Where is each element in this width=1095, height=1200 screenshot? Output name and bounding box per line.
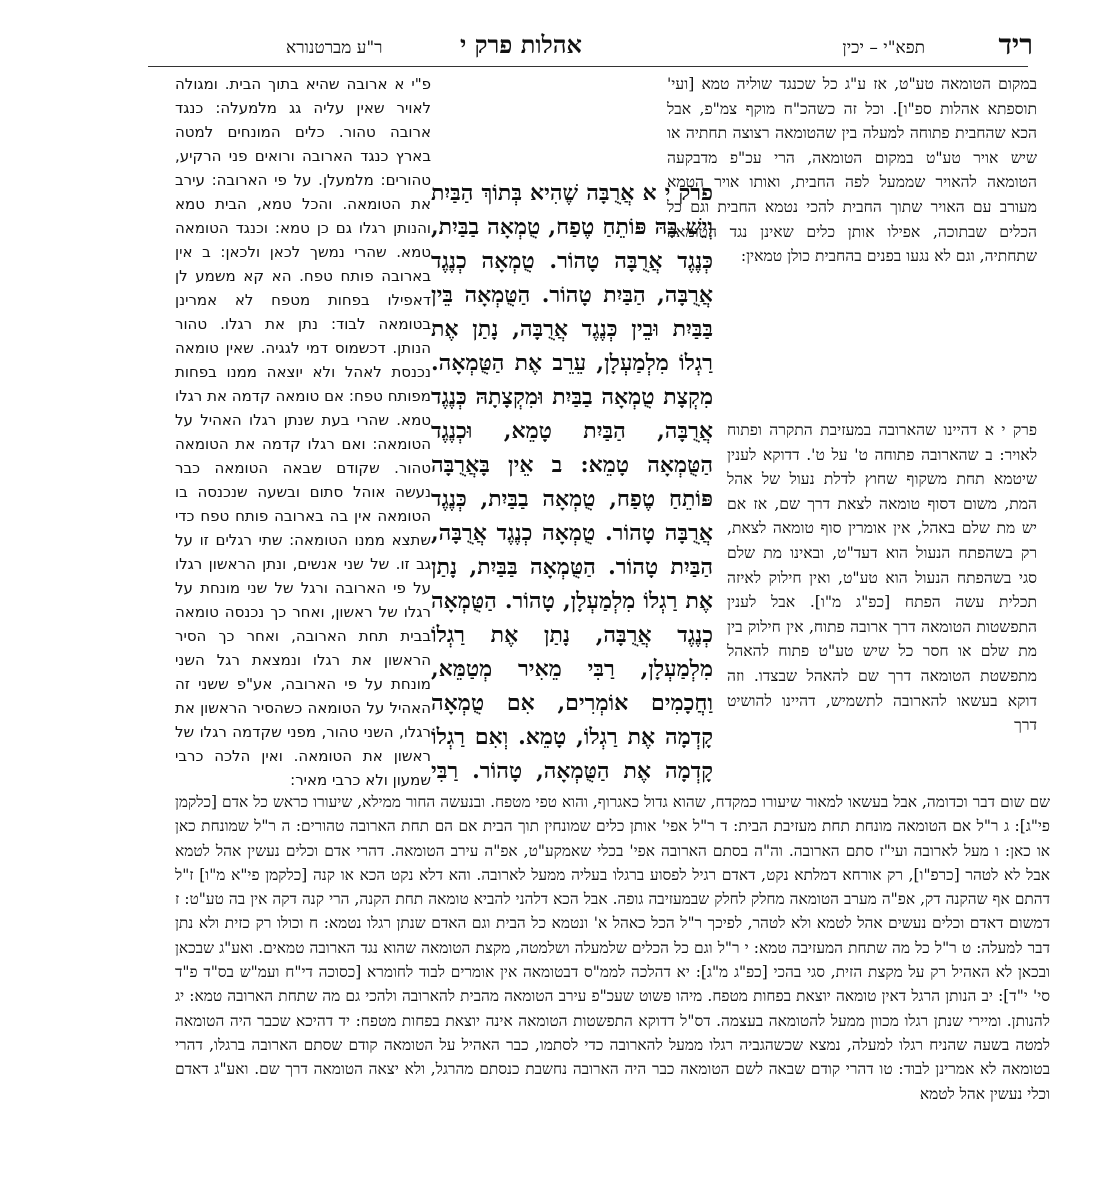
page-number: ריד bbox=[998, 28, 1033, 61]
mishna-column bbox=[431, 176, 713, 784]
bartenura-column bbox=[175, 72, 431, 792]
bottom-commentary-text: שם שום דבר וכדומה, אבל בעשאו למאור שיעורו כמקדח, שהוא גדול כאגרוף, והוא טפי מטפח. ובנעשה החור ממילא, שיעורו כראש כל אדם [כלקמן פי"ג]: ג ר"ל אם הטומאה מונחת תחת מעזיבת הבית: ד ר"ל אפי' אותן כלים שמונחין תוך הבית אם הם תחת הארובה טהורים: ה ר"ל שמונחת כאן או כאן: ו מעל לארובה ועי"ז סתם הארובה. וה"ה בסתם הארובה אפי' בכלי שאמקע"ט, אפ"ה עירב הטומאה. דהרי אדם וכלים נעשין אהל לטמא אבל לא לטהר [כרפ"ו], רק אורחא דמלתא נקט, דאדם רגיל לפסוע ברגלו בעליה ממעל לארובה. והא דלא נקט הכא או קנה [כלקמן פי"א מ"ו] ז"ל דהתם אף שהקנה דק, אפ"ה מערב הטומאה מחלק לחלק שבמעזיבה גופה. אבל הכא דלהני להביא טומאה תחת הקנה, הרי קנה דקה אין בה טע"ט: ז דמשום דאדם וכלים נעשים אהל לטמא ולא לטהר, לפיכך ר"ל הכל כאהל א' ונטמא כל הבית וגם האדם שנתן רגלו נטמא: ח וכולו רק כזית ולא נתן דבר למעלה: ט ר"ל כל מה שתחת המעזיבה טמא: י ר"ל וגם כל הכלים שלמעלה ושלמטה, מקצת הטומאה שהוא נגד הארובה טמאים. ואע"ג שבכאן ובכאן לא האהיל רק על מקצת הזית, סגי בהכי [כפ"ג מ"ג]: יא דהלכה לממ"ס דבטומאה אין אומרים לבוד לחומרא [כסוכה די"ח ועמ"ש בס"ד פ"ד סי' י"ד]: יב הנותן הרגל דאין טומאה יוצאת בפחות מטפח. מיהו פשוט שעכ"פ עירב הטומאה מהבית להארובה ולהכי גם מה שתחת הארובה טמא: יג להנותן. ומיירי שנתן רגלו מכוון ממעל להטומאה בעצמה. דס"ל דדוקא התפשטות הטומאה אינה יוצאת בפחות מטפח: יד דהיכא שכבר היה הטומאה למטה בשעה שהניח רגלו למעלה, נמצא שכשהגביה רגלו ממעל להארובה כדי לסתמו, כבר האהיל על הטומאה קודם שסתם הארובה ברגלו, דהרי בטומאה לא אמרינן לבוד: טו דהרי קודם שבאה לשם הטומאה כבר היה הארובה נחשבת כנסתם מהרגל, ולא יצאה הטומאה דרך שם. ואע"ג דאדם וכלי נעשין אהל לטמא bbox=[175, 793, 1050, 1103]
tiferet-main-column bbox=[727, 418, 1037, 798]
mishna-text: פרק י א אֲרֻבָּה שֶׁהִיא בְּתוֹךְ הַבַּיִת וְיֵשׁ בָּהּ פּוֹתֵחַ טֶפַח, טֻמְאָה בַבַּיִת, כְּנֶגֶד אֲרֻבָּה טָהוֹר. טֻמְאָה כְנֶגֶד אֲרֻבָּה, הַבַּיִת טָהוֹר. הַטֻּמְאָה בֵּין בַּבַּיִת וּבֵין כְּנֶגֶד אֲרֻבָּה, נָתַן אֶת רַגְלוֹ מִלְמַעְלָן, עֵרֵב אֶת הַטֻּמְאָה. מִקְצָת טֻמְאָה בַבַּיִת וּמִקְצָתָהּ כְּנֶגֶד אֲרֻבָּה, הַבַּיִת טָמֵא, וּכְנֶגֶד הַטֻּמְאָה טָמֵא: ב אֵין בָּאֲרֻבָּה פּוֹתֵחַ טֶפַח, טֻמְאָה בַבַּיִת, כְּנֶגֶד אֲרֻבָּה טָהוֹר. טֻמְאָה כְנֶגֶד אֲרֻבָּה, הַבַּיִת טָהוֹר. הַטֻּמְאָה בַּבַּיִת, נָתַן אֶת רַגְלוֹ מִלְמַעְלָן, טָהוֹר. הַטֻּמְאָה כְנֶגֶד אֲרֻבָּה, נָתַן אֶת רַגְלוֹ מִלְמַעְלָן, רַבִּי מֵאִיר מְטַמֵּא, וַחֲכָמִים אוֹמְרִים, אִם טֻמְאָה קָדְמָה אֶת רַגְלוֹ, טָמֵא. וְאִם רַגְלוֹ קָדְמָה אֶת הַטֻּמְאָה, טָהוֹר. רַבִּי bbox=[431, 180, 713, 784]
running-head-title: אהלות פרק י bbox=[460, 30, 582, 59]
running-head-bartenura: ר"ע מברטנורא bbox=[286, 38, 383, 58]
running-head-commentary: תפא"י – יכין bbox=[842, 38, 925, 58]
tiferet-main-text: פרק י א דהיינו שהארובה במעזיבת התקרה ופתוח לאויר: ב שהארובה פתוחה ט' על ט'. דדוקא לענין שיטמא תחת משקוף שחוץ לדלת נעול של אהל המת, משום דסוף טומאה לצאת דרך שם, אז אם יש מת שלם באהל, אין אומרין סוף טומאה לצאת, רק בשהפתח הנעול הוא דעד"ט, ובאינו מת שלם סגי בשהפתח הנעול הוא טע"ט, ואין חילוק לאיזה תכלית עשה הפתח [כפ"ג מ"ו]. אבל לענין התפשטות הטומאה דרך ארובה פתוח, אין חילוק בין מת שלם או חסר כל שיש טע"ט פתוח להאהל מתפשטת הטומאה דרך שם להאהל שבצדו. וזה דוקא בעשאו להארובה לתשמיש, דהיינו להושיט דרך bbox=[727, 421, 1037, 735]
bottom-commentary bbox=[175, 790, 1050, 1195]
header-rule bbox=[148, 66, 1028, 67]
tiferet-top-column bbox=[667, 72, 1037, 417]
bartenura-text: פ"י א ארובה שהיא בתוך הבית. ומגולה לאויר שאין עליה גג מלמעלה: כנגד ארובה טהור. כלים המונחים למטה בארץ כנגד הארובה ורואים פני הרקיע, טהורים: מלמעלן. על פי הארובה: עירב את הטומאה. והכל טמא, הבית טמא והנותן רגלו גם כן טמא: וכנגד הטומאה טמא. שהרי נמשך לכאן ולכאן: ב אין בארובה פותח טפח. הא קא משמע לן דאפילו בפחות מטפח לא אמרינן בטומאה לבוד: נתן את רגלו. טהור הנותן. דכשמוס דמי לגגיה. שאין טומאה נכנסת לאהל ולא יוצאה ממנו בפחות מפותח טפח: אם טומאה קדמה את רגלו טמא. שהרי בעת שנתן רגלו האהיל על הטומאה: ואם רגלו קדמה את הטומאה טהור. שקודם שבאה הטומאה כבר נעשה אוהל סתום ובשעה שנכנסה בו הטומאה אין בה בארובה פותח טפח כדי שתצא ממנו הטומאה: שתי רגלים זו על גב זו. של שני אנשים, ונתן הראשון רגלו על פי הארובה ורגל של שני מונחת על רגלו של ראשון, ואחר כך נכנסה טומאה בבית תחת הארובה, ואחר כך הסיר הראשון את רגלו ונמצאת רגל השני מונחת על פי הארובה, אע"פ ששני זה האהיל על הטומאה כשהסיר הראשון את רגלו, השני טהור, מפני שקדמה רגלו של ראשון את הטומאה. ואין הלכה כרבי שמעון ולא כרבי מאיר: bbox=[175, 75, 431, 789]
tiferet-top-text: במקום הטומאה טע"ט, אז ע"ג כל שכנגד שוליה טמא [ועי' תוספתא אהלות ספ"ו]. וכל זה כשהכ"ח מוקף צמ"פ, אבל הכא שהחבית פתוחה למעלה בין שהטומאה רצוצה תחתיה או שיש אויר טע"ט במקום הטומאה, הרי עכ"פ מדבקעה הטומאה להאויר שממעל לפה החבית, ואותו אויר הטמא מעורב עם האויר שתוך החבית להכי נטמא החבית וגם כל הכלים שבתוכה, אפילו אותן כלים שאינן נגד הטומאה שתחתיה, וגם לא נגעו בפנים בהחבית כולן טמאין: bbox=[667, 75, 1037, 266]
